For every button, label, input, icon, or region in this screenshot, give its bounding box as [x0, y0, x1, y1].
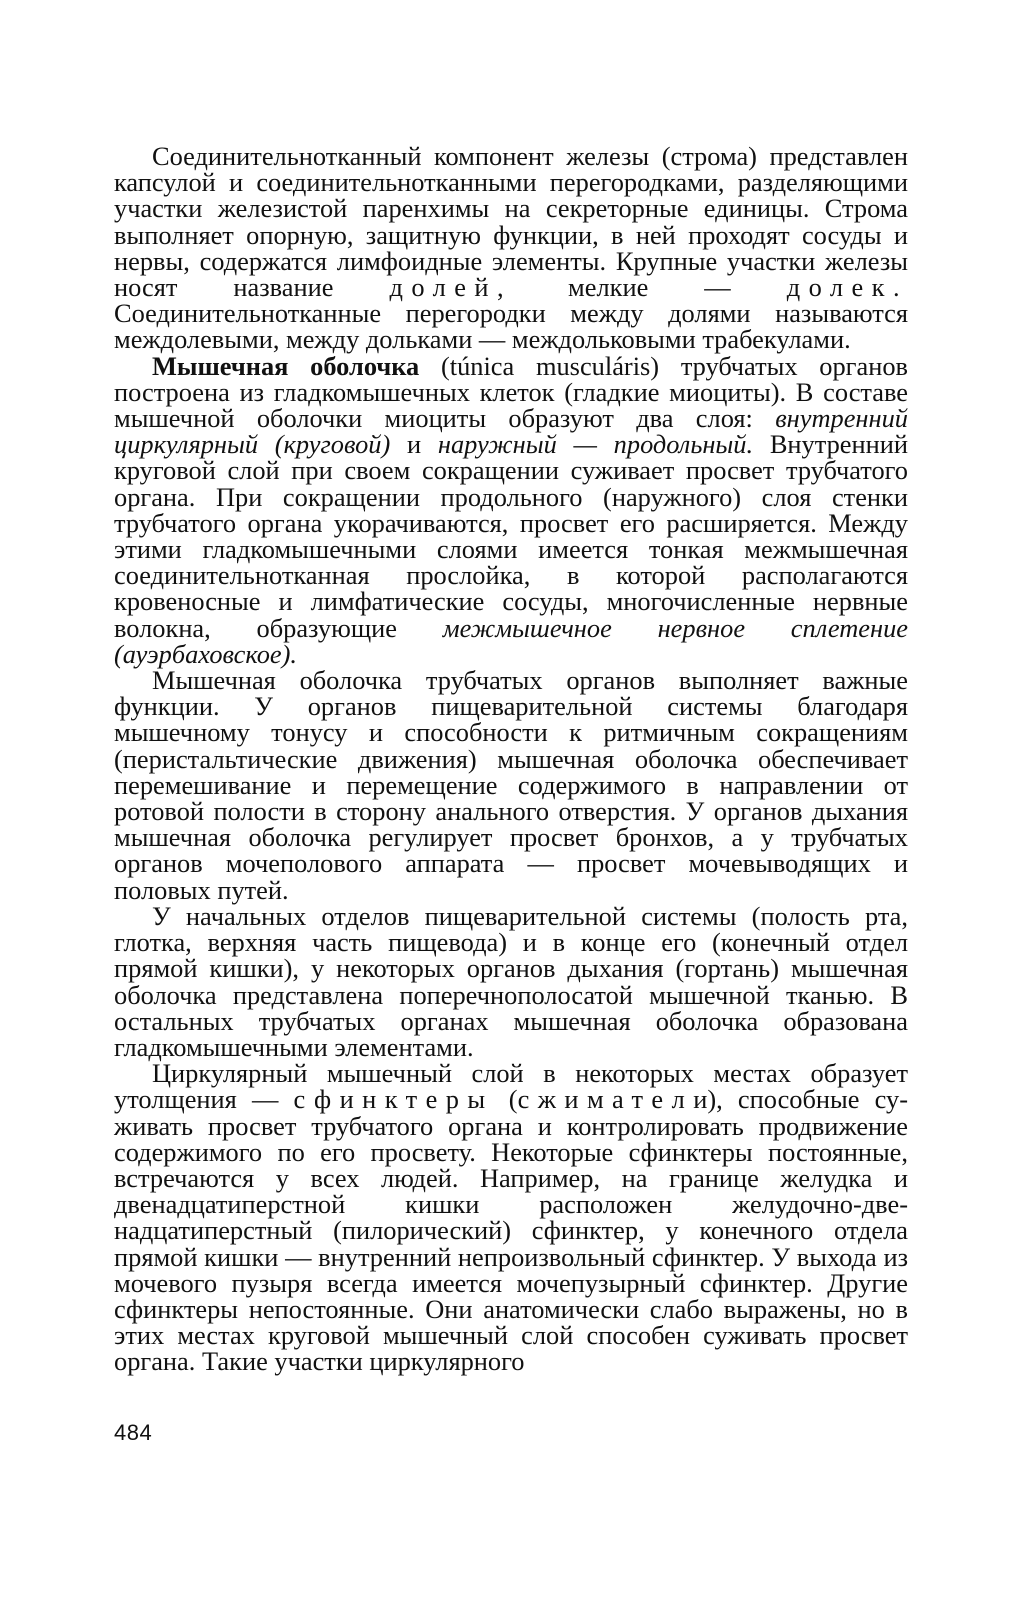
term-sphincters: сфинктеры	[293, 1084, 494, 1115]
term-doli: долей,	[389, 272, 513, 303]
page-number: 484	[114, 1420, 153, 1445]
text-segment: Внутренний круговой слой при своем сокращении суживает просвет трубчатого органа. При сокращении продольного (наружного) слоя стенки трубчатого органа укорачиваются, просвет его расширяется. Между этими гладкомышечными слоями имеется тонкая межмышечная соединительнотканная прослойка, в которой располагаются кровеносные и лимфатические сосуды, многочисленные нервные волокна, образующие	[114, 429, 908, 643]
paragraph-muscular-coat	[114, 350, 909, 669]
term-dolki: долек.	[786, 272, 908, 303]
paragraph-striated	[114, 900, 908, 1062]
paragraph-stroma	[114, 143, 908, 353]
term-myenteric-plexus: межмышечное нервное сплетение (ауэрбаховское).	[114, 612, 909, 669]
text-segment: Соединительнотканные перегородки между долями называются междолевыми, между дольками — междольковыми трабекулами.	[114, 298, 908, 355]
text-segment: и), способные суживать просвет трубчатого органа и контролировать продвижение содержимого по его просвету. Некоторые сфинктеры постоянные, встречаются у всех людей. Например, на границе желудка и двенадцатиперстной кишки расположен желудочно-двенадцатиперстный (пилорический) сфинктер, у конечного отдела прямой кишки — внутренний непроизвольный сфинктер. У выхода из мочевого пузыря всегда имеется мочепузырный сфинктер. Другие сфинктеры непостоянные. Они анатомически слабо выражены, но в этих местах круговой мышечный слой способен суживать просвет органа. Такие участки циркулярного	[114, 1084, 909, 1377]
text-segment: У начальных отделов пищеварительной системы (полость рта, глотка, верхняя часть пищевода) и в конце его (конечный отдел прямой кишки), у некоторых органов дыхания (гортань) мышечная оболочка представлена поперечнополосатой мышечной тканью. В остальных трубчатых органах мышечная оболочка образована гладкомышечными элементами.	[114, 900, 908, 1062]
body-text	[114, 143, 908, 1375]
text-segment: и	[390, 429, 438, 460]
term-outer-layer: наружный — продольный.	[437, 429, 754, 460]
text-segment: мелкие —	[512, 272, 787, 303]
text-segment: Мышечная оболочка трубчатых органов выполняет важные функции. У органов пищеварительной системы благодаря мышечному тонусу и способности к ритмичным сокращениям (перистальтические движения) мышечная оболочка обеспечивает перемешивание и перемещение содержимого в направлении от ротовой полости в сторону анального отверстия. У органов дыхания мышечная оболочка регулирует просвет бронхов, а у трубчатых органов мочеполового аппарата — просвет мочевыводящих и половых путей.	[114, 665, 908, 905]
text-segment: (túnica musculáris) трубчатых органов построена из гладкомышечных клеток (гладкие миоциты). В составе мышечной оболочки миоциты образуют два слоя:	[114, 350, 908, 434]
text-segment: Циркулярный мышечный слой в некоторых местах образует утолщения —	[114, 1058, 908, 1115]
term-muscular-coat: Мышечная оболочка	[152, 350, 420, 381]
paragraph-functions	[114, 667, 908, 903]
term-constrictors: сжимател	[517, 1084, 694, 1115]
term-inner-layer: внутренний циркулярный (круговой)	[114, 403, 908, 460]
paragraph-sphincters	[114, 1058, 909, 1377]
text-segment: Соединительнотканный компонент железы (строма) представлен капсулой и соединительнотканными перегородками, разделяющими участки железистой паренхимы на секреторные единицы. Строма выполняет опорную, защитную функции, в ней проходят сосуды и нервы, содержатся лимфоидные элементы. Крупные участки железы носят название	[114, 141, 908, 303]
text-segment: (	[493, 1084, 518, 1115]
